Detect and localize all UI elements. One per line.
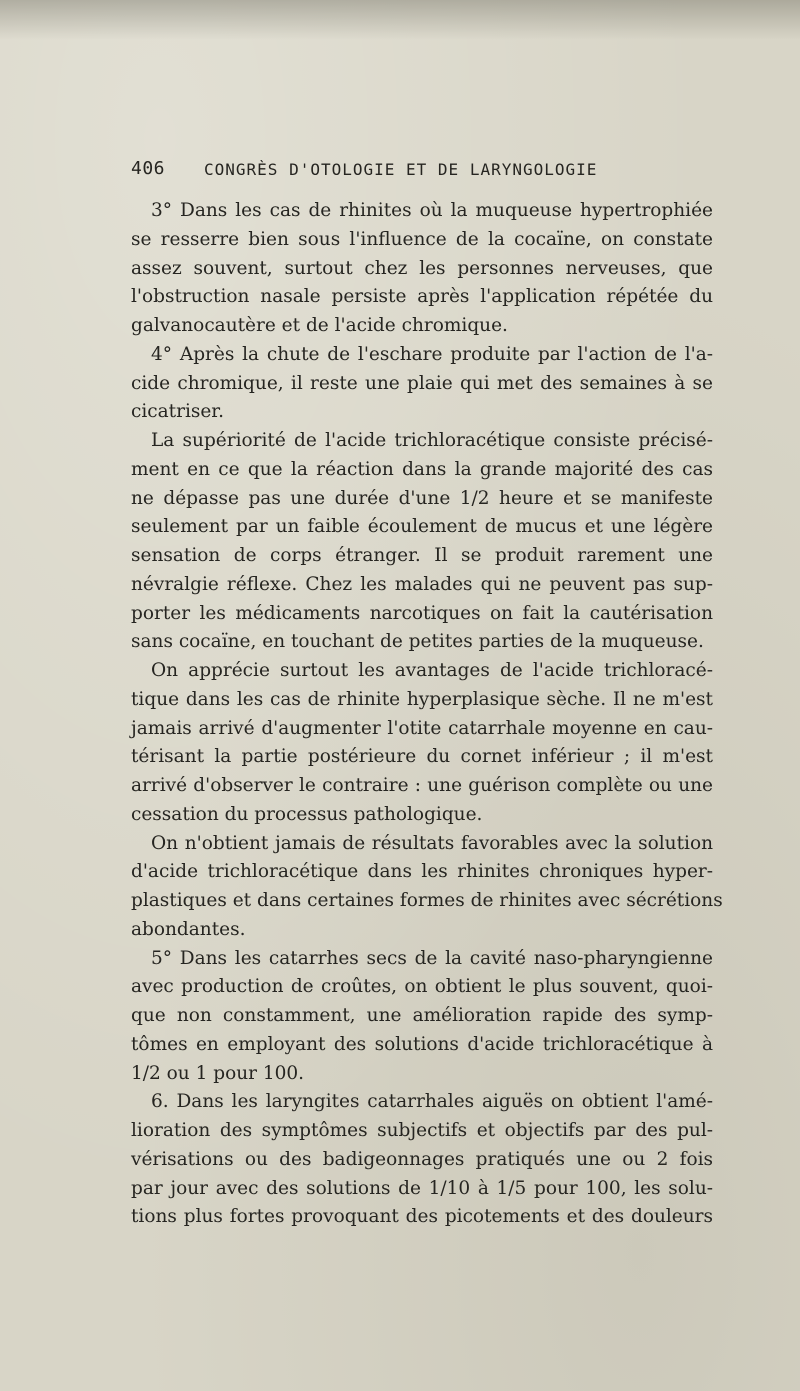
text-line: arrivé d'observer le contraire : une guérison complète ou une	[131, 775, 713, 796]
text-line: porter les médicaments narcotiques on fait la cautérisation	[131, 602, 713, 624]
text-line: 5° Dans les catarrhes secs de la cavité naso-pharyngienne	[151, 947, 713, 969]
text-line: vérisations ou des badigeonnages pratiqués une ou 2 fois	[131, 1148, 713, 1170]
text-line: 6. Dans les laryngites catarrhales aiguës on obtient l'amé-	[151, 1091, 713, 1113]
text-line: 1/2 ou 1 pour 100.	[131, 1062, 305, 1084]
text-line: ne dépasse pas une durée d'une 1/2 heure et se manifeste	[131, 487, 713, 509]
text-line: cicatriser.	[131, 401, 224, 423]
text-line: 4° Après la chute de l'eschare produite par l'action de l'a-	[151, 343, 713, 365]
text-line: tômes en employant des solutions d'acide trichloracétique à	[131, 1033, 713, 1055]
text-line: lioration des symptômes subjectifs et objectifs par des pul-	[131, 1120, 713, 1141]
page-number: 406	[131, 158, 166, 179]
text-line: tique dans les cas de rhinite hyperplasique sèche. Il ne m'est	[131, 688, 713, 710]
text-line: que non constamment, une amélioration rapide des symp-	[131, 1005, 713, 1026]
text-line: galvanocautère et de l'acide chromique.	[131, 315, 508, 336]
text-line: névralgie réflexe. Chez les malades qui ne peuvent pas sup-	[131, 573, 713, 595]
text-line: seulement par un faible écoulement de mucus et une légère	[131, 516, 713, 538]
running-header	[131, 158, 651, 188]
text-line: sans cocaïne, en touchant de petites parties de la muqueuse.	[131, 631, 704, 653]
text-line: d'acide trichloracétique dans les rhinites chroniques hyper-	[131, 861, 713, 883]
text-line: sensation de corps étranger. Il se produit rarement une	[131, 545, 713, 566]
text-line: se resserre bien sous l'influence de la cocaïne, on constate	[131, 228, 713, 250]
text-line: térisant la partie postérieure du cornet inférieur ; il m'est	[131, 746, 713, 768]
text-line: par jour avec des solutions de 1/10 à 1/5 pour 100, les solu-	[131, 1177, 713, 1199]
text-line: 3° Dans les cas de rhinites où la muqueuse hypertrophiée	[151, 200, 713, 221]
text-line: tions plus fortes provoquant des picotements et des douleurs	[131, 1206, 713, 1228]
text-line: ment en ce que la réaction dans la grande majorité des cas	[131, 458, 713, 480]
text-line: On apprécie surtout les avantages de l'acide trichloracé-	[151, 660, 713, 681]
text-line: avec production de croûtes, on obtient le plus souvent, quoi-	[131, 976, 713, 998]
text-line: assez souvent, surtout chez les personnes nerveuses, que	[131, 257, 713, 279]
page-edge-shadow	[0, 0, 800, 40]
text-line: l'obstruction nasale persiste après l'application répétée du	[131, 286, 713, 308]
body-text	[131, 197, 723, 1232]
running-title: CONGRÈS D'OTOLOGIE ET DE LARYNGOLOGIE	[204, 160, 598, 179]
text-line: cessation du processus pathologique.	[131, 803, 483, 825]
text-line: jamais arrivé d'augmenter l'otite catarrhale moyenne en cau-	[131, 717, 713, 739]
text-line: abondantes.	[131, 918, 246, 940]
text-line: plastiques et dans certaines formes de rhinites avec sécrétions	[131, 890, 723, 911]
text-line: cide chromique, il reste une plaie qui met des semaines à se	[131, 372, 713, 394]
text-line: On n'obtient jamais de résultats favorables avec la solution	[151, 832, 713, 854]
text-line: La supériorité de l'acide trichloracétique consiste précisé-	[151, 430, 713, 451]
